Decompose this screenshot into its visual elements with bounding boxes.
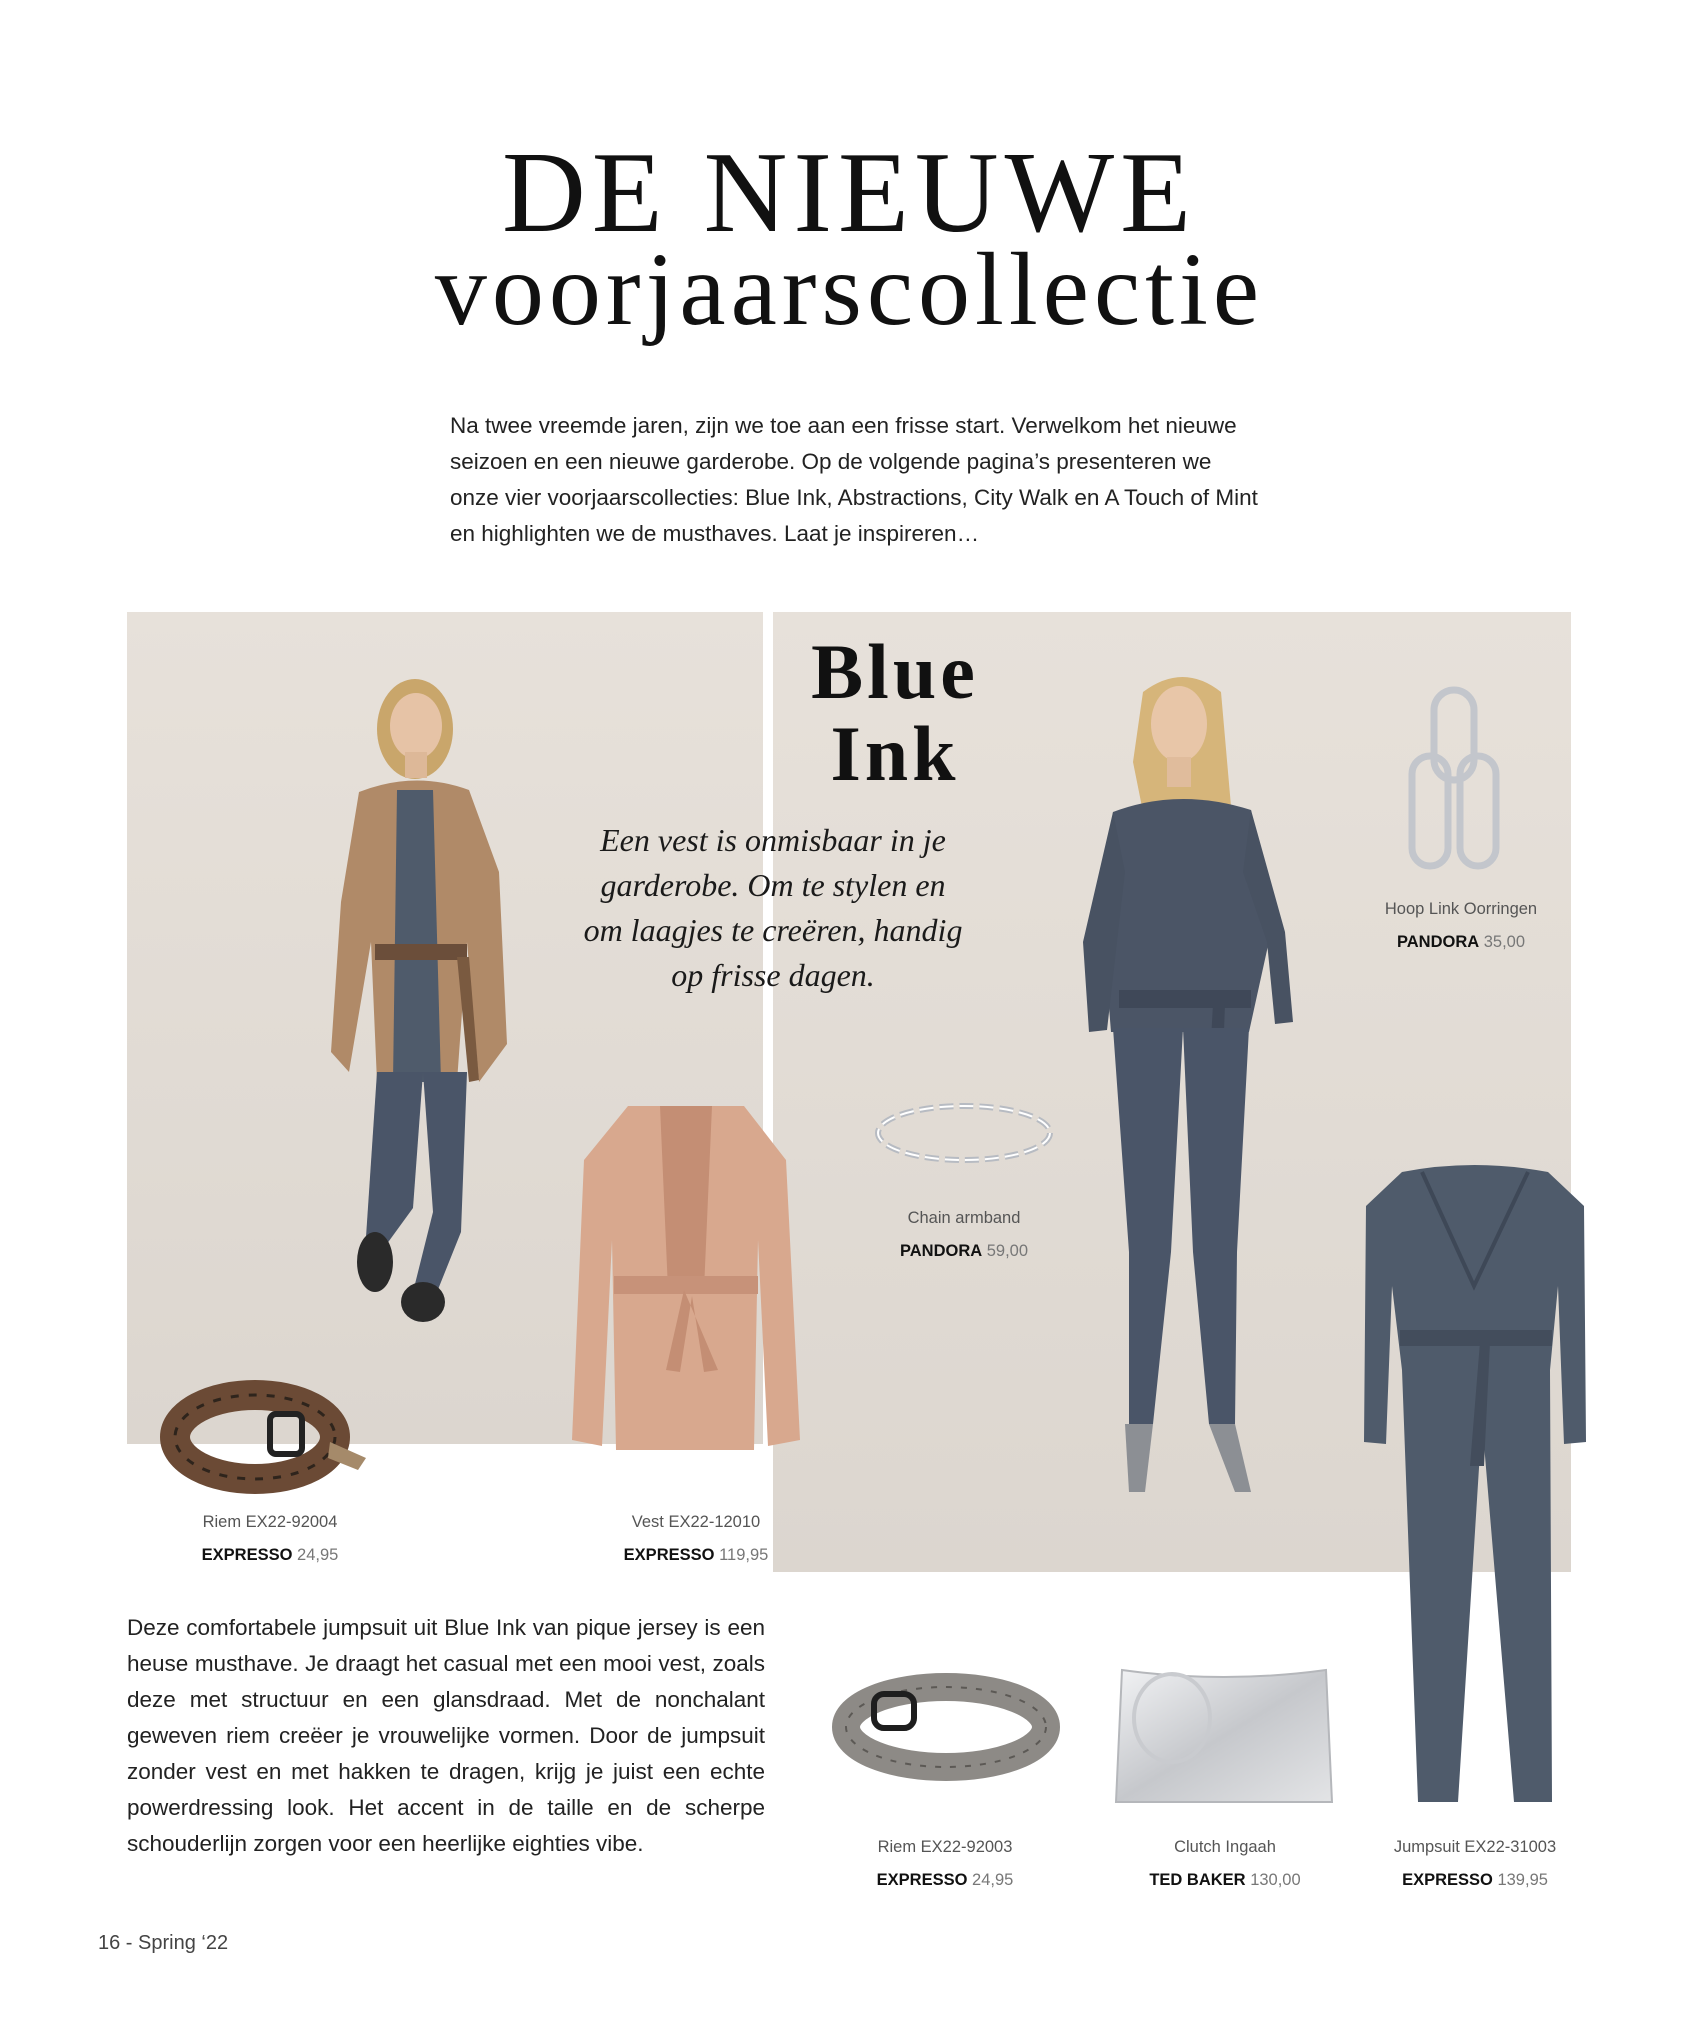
clutch-image	[1112, 1660, 1336, 1812]
product-name: Jumpsuit EX22-31003	[1393, 1838, 1557, 1856]
product-price: 35,00	[1483, 933, 1526, 951]
product-brand: PANDORA	[1396, 933, 1480, 951]
product-name: Vest EX22-12010	[631, 1513, 761, 1531]
product-brand: TED BAKER	[1149, 1871, 1246, 1889]
page-footer: 16 - Spring ‘22	[98, 1932, 229, 1954]
body-paragraph: Deze comfortabele jumpsuit uit Blue Ink van pique jersey is een heuse musthave. Je draagt het casual met een mooi vest, zoals deze met structuur en een glansdraad. Met de nonchalant geweven riem creëer je vrouwelijke vormen. Door de jumpsuit zonder vest en met hakken te dragen, krijg je juist een echte powerdressing look. Het accent in de taille en de scherpe schouderlijn zorgen voor een heerlijke eighties vibe.	[127, 1615, 765, 1856]
pull-quote: Een vest is onmisbaar in je garderobe. Om te stylen en om laagjes te creëren, handig op frisse dagen.	[583, 822, 963, 993]
product-caption-belt-woven	[160, 1506, 380, 1572]
product-price: 24,95	[297, 1546, 339, 1564]
cardigan-image	[568, 1100, 804, 1454]
product-caption-belt-snake	[832, 1831, 1058, 1897]
product-brand: EXPRESSO	[1402, 1871, 1493, 1889]
product-caption-bracelet	[854, 1202, 1074, 1268]
product-caption-earrings	[1351, 893, 1571, 959]
page-title-line-2: voorjaarscollectie	[434, 232, 1265, 347]
product-name: Clutch Ingaah	[1174, 1838, 1276, 1856]
snake-belt-image	[838, 1672, 1054, 1782]
product-brand: EXPRESSO	[876, 1871, 968, 1889]
chain-bracelet-image	[874, 1098, 1054, 1168]
product-caption-jumpsuit	[1362, 1831, 1588, 1897]
product-name: Riem EX22-92003	[877, 1838, 1013, 1856]
earrings-image	[1404, 686, 1514, 876]
product-price: 130,00	[1250, 1871, 1301, 1889]
product-price: 59,00	[986, 1242, 1029, 1260]
jumpsuit-image	[1362, 1166, 1588, 1806]
product-name: Hoop Link Oorringen	[1384, 900, 1538, 918]
product-name: Chain armband	[907, 1209, 1021, 1227]
product-name: Riem EX22-92004	[202, 1513, 338, 1531]
page-title-line-1: DE NIEUWE	[501, 129, 1197, 257]
product-brand: EXPRESSO	[623, 1546, 715, 1564]
intro-paragraph: Na twee vreemde jaren, zijn we toe aan een frisse start. Verwelkom het nieuwe seizoen en een nieuwe garderobe. Op de volgende pagina’s presenteren we onze vier voorjaarscollecties: Blue Ink, Abstractions, City Walk en A Touch of Mint en highlighten we de musthaves. Laat je inspireren…	[450, 413, 1258, 546]
product-price: 24,95	[972, 1871, 1014, 1889]
product-price: 119,95	[719, 1546, 769, 1564]
product-caption-cardigan	[586, 1506, 806, 1572]
product-brand: EXPRESSO	[201, 1546, 293, 1564]
woven-belt-image	[170, 1362, 370, 1492]
section-title-line-2: Ink	[830, 710, 960, 797]
product-brand: PANDORA	[899, 1242, 983, 1260]
product-price: 139,95	[1497, 1871, 1548, 1889]
section-title-line-1: Blue	[811, 628, 979, 715]
product-caption-clutch	[1110, 1831, 1340, 1897]
